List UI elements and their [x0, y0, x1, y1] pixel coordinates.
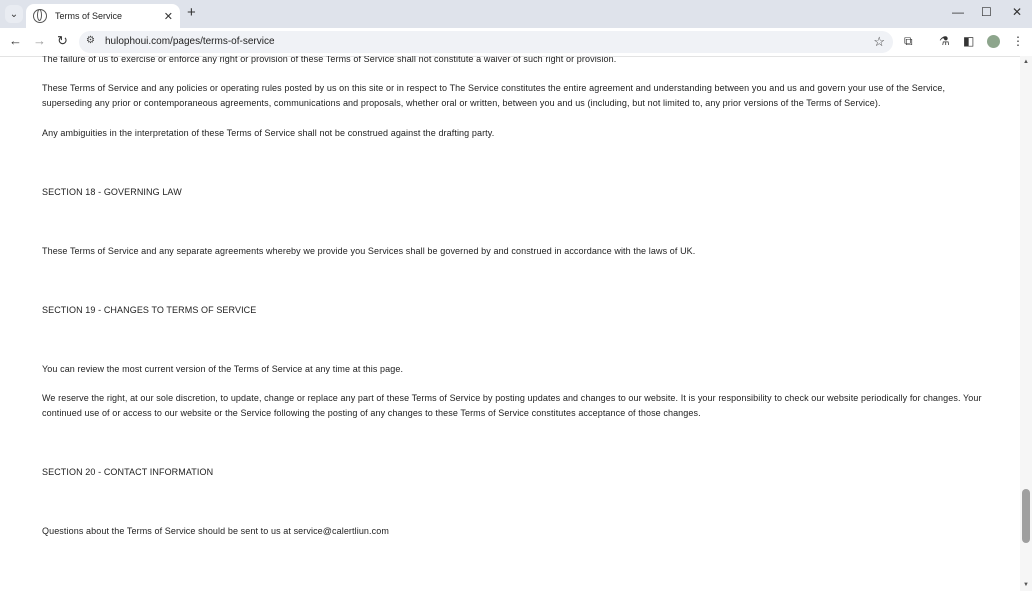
paragraph-review: You can review the most current version of the Terms of Service at any time at this page. — [42, 364, 404, 374]
site-info-icon[interactable]: ⚙ — [86, 35, 95, 46]
paragraph-waiver: The failure of us to exercise or enforce any right or provision of these Terms of Service shall not constitute a waiver of such right or provision. — [42, 56, 617, 64]
paragraph-ambiguities: Any ambiguities in the interpretation of these Terms of Service shall not be construed against the drafting party. — [42, 128, 495, 138]
scroll-down-icon[interactable]: ▼ — [1023, 582, 1029, 588]
vertical-scrollbar[interactable] — [1020, 56, 1032, 591]
back-arrow-icon[interactable]: ← — [9, 33, 22, 48]
scrollbar-thumb[interactable] — [1022, 489, 1030, 543]
labs-flask-icon[interactable]: ⚗ — [939, 34, 950, 48]
paragraph-governing-law: These Terms of Service and any separate agreements whereby we provide you Services shall be governed by and construed in accordance with the laws of UK. — [42, 246, 696, 256]
chevron-down-icon: ⌄ — [9, 8, 19, 20]
bookmark-star-icon[interactable]: ☆ — [873, 34, 885, 49]
section-18-heading: SECTION 18 - GOVERNING LAW — [42, 187, 182, 197]
scroll-up-icon[interactable]: ▲ — [1023, 59, 1029, 65]
section-19-heading: SECTION 19 - CHANGES TO TERMS OF SERVICE — [42, 305, 257, 315]
tab-close-icon[interactable]: ✕ — [163, 10, 173, 23]
page-content — [0, 56, 1020, 591]
paragraph-changes: We reserve the right, at our sole discretion, to update, change or replace any part of these Terms of Service by posting updates and changes to our website. It is your responsibility to check our website periodically for changes. Your continued use of or access to our website or the Service following the posting of any changes to these Terms of Service constitutes acceptance of those changes. — [42, 393, 982, 418]
forward-arrow-icon[interactable]: → — [33, 33, 46, 48]
reload-icon[interactable]: ↻ — [57, 33, 68, 48]
minimize-icon[interactable]: — — [952, 5, 964, 19]
menu-kebab-icon[interactable]: ⋮ — [1012, 34, 1024, 48]
maximize-icon[interactable]: ☐ — [981, 5, 992, 19]
side-panel-icon[interactable]: ◧ — [963, 34, 975, 48]
paragraph-contact: Questions about the Terms of Service should be sent to us at service@calertliun.com — [42, 526, 389, 536]
extensions-puzzle-icon[interactable]: ⧉ — [904, 34, 913, 48]
browser-toolbar — [0, 28, 1032, 57]
window-close-icon[interactable]: ✕ — [1012, 5, 1023, 19]
address-bar[interactable] — [79, 31, 893, 53]
section-20-heading: SECTION 20 - CONTACT INFORMATION — [42, 467, 214, 477]
tab-title: Terms of Service — [55, 11, 123, 21]
tab-terms-of-service[interactable] — [26, 4, 180, 28]
profile-avatar[interactable] — [987, 35, 1000, 48]
tab-strip — [0, 0, 1032, 28]
paragraph-entire-agreement: These Terms of Service and any policies or operating rules posted by us on this site or in respect to The Service constitutes the entire agreement and understanding between you and us and govern your use of the Service, superseding any prior or contemporaneous agreements, communications and proposals, whether oral or written, between you and us (including, but not limited to, any prior versions of the Terms of Service). — [42, 83, 946, 108]
new-tab-button[interactable]: + — [187, 4, 196, 21]
url-text[interactable]: hulophoui.com/pages/terms-of-service — [105, 36, 275, 47]
tab-search-button[interactable] — [5, 5, 23, 23]
globe-icon — [33, 9, 47, 23]
